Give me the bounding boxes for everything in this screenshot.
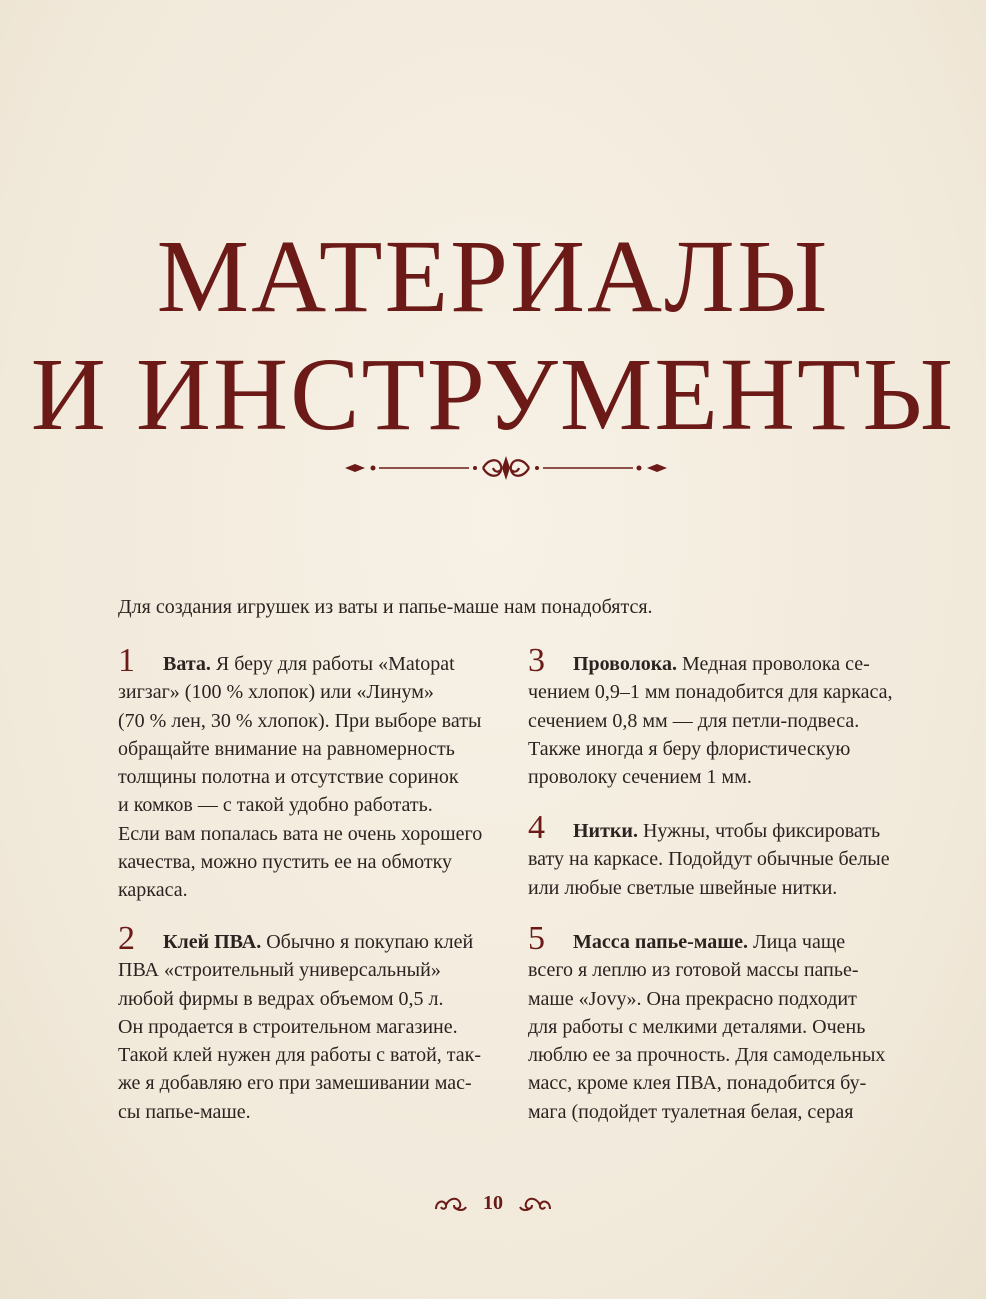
intro-text: Для создания игрушек из ваты и папье-маше нам понадобятся. <box>118 596 653 618</box>
flourish-left-icon <box>432 1193 468 1215</box>
item-number: 5 <box>528 920 545 957</box>
item-number: 1 <box>118 642 135 679</box>
page-number: 10 <box>483 1192 503 1214</box>
ornament-divider-icon <box>343 448 669 488</box>
item-lead: Проволока. <box>573 653 678 675</box>
list-item: 2 Клей ПВА. Обычно я покупаю клей ПВА «строительный универсальный» любой фирмы в ведрах объемом 0,5 л. Он продается в строительном магазине. Такой клей нужен для работы с ватой, так- же я добавляю его при замешивании мас- сы папье-маше. <box>118 920 482 1123</box>
flourish-right-icon <box>518 1193 554 1215</box>
item-lead: Вата. <box>163 653 211 675</box>
list-item: 3 Проволока. Медная проволока се- чением 0,9–1 мм понадобится для каркаса, сечением 0,8 мм — для петли-подвеса. Также иногда я беру флористическую проволоку сечением 1 мм. <box>528 642 893 789</box>
page-footer <box>0 1192 986 1215</box>
item-number: 3 <box>528 642 545 679</box>
page-title-line2: И ИНСТРУМЕНТЫ <box>30 337 956 452</box>
list-item: 5 Масса папье-маше. Лица чаще всего я леплю из готовой массы папье- маше «Jovy». Она прекрасно подходит для работы с мелкими деталями. Очень люблю ее за прочность. Для самодельных масс, кроме клея ПВА, понадобится бу- мага (подойдет туалетная белая, серая <box>528 920 886 1123</box>
page-title-line1: МАТЕРИАЛЫ <box>156 219 830 334</box>
list-item: 1 Вата. Я беру для работы «Matopat зигзаг» (100 % хлопок) или «Линум» (70 % лен, 30 % хлопок). При выборе ваты обращайте внимание на равномерность толщины полотна и отсутствие соринок и комков — с такой удобно работать. Если вам попалась вата не очень хорошего качества, можно пустить ее на обмотку каркаса. <box>118 642 483 902</box>
list-item: 4 Нитки. Нужны, чтобы фиксировать вату на каркасе. Подойдут обычные белые или любые светлые швейные нитки. <box>528 809 890 899</box>
item-lead: Нитки. <box>573 820 638 842</box>
item-lead: Масса папье-маше. <box>573 931 749 953</box>
item-number: 4 <box>528 809 545 846</box>
item-number: 2 <box>118 920 135 957</box>
item-lead: Клей ПВА. <box>163 931 262 953</box>
